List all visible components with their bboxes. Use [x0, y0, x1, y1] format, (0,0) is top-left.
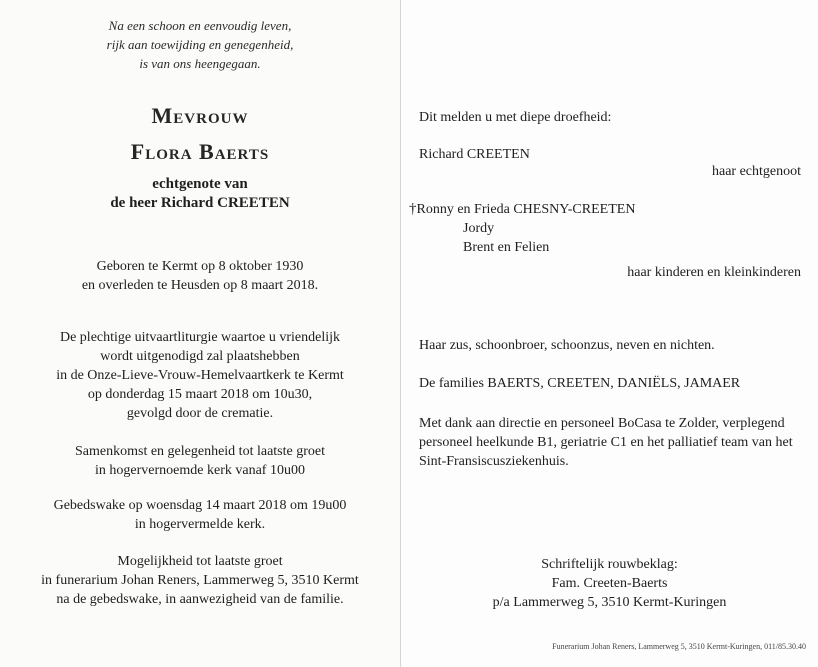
husband-role: haar echtgenoot — [711, 164, 801, 179]
condolence-line: Fam. Creeten-Baerts — [551, 576, 668, 591]
died-line: en overleden te Heusden op 8 maart 2018. — [81, 278, 319, 293]
funeral-home-footer: Funerarium Johan Reners, Lammerweg 5, 3510 Kermt-Kuringen, 011/85.30.40 — [552, 642, 806, 651]
spouse-info — [0, 175, 400, 213]
thanks-text — [419, 414, 793, 471]
spouse-line: echtgenote van — [152, 176, 248, 192]
gathering-line: in hogervernoemde kerk vanaf 10u00 — [95, 463, 305, 478]
poem-line: is van ons heengegaan. — [139, 56, 261, 71]
wake-line: in hogervermelde kerk. — [134, 517, 266, 532]
name-full: Flora Baerts — [130, 139, 270, 164]
name-title: Mevrouw — [151, 103, 249, 128]
life-dates — [0, 257, 400, 295]
condolence-address — [401, 555, 818, 612]
wake-details — [0, 496, 400, 534]
left-page — [0, 0, 400, 667]
funeral-line: in de Onze-Lieve-Vrouw-Hemelvaartkerk te Kermt — [56, 368, 344, 383]
deceased-name — [0, 98, 400, 170]
right-page — [401, 0, 818, 667]
born-line: Geboren te Kermt op 8 oktober 1930 — [96, 259, 304, 274]
grandchild-name: Brent en Felien — [463, 240, 550, 255]
wake-line: Gebedswake op woensdag 14 maart 2018 om 19u00 — [53, 498, 347, 513]
funeral-line: gevolgd door de crematie. — [126, 406, 274, 421]
children-names: Ronny en Frieda CHESNY-CREETEN — [416, 202, 636, 217]
intro-text: Dit melden u met diepe droefheid: — [419, 110, 612, 125]
families-text: De families BAERTS, CREETEN, DANIËLS, JAMAER — [419, 376, 741, 391]
poem-line: rijk aan toewijding en genegenheid, — [106, 37, 294, 52]
memorial-poem — [0, 16, 400, 73]
funeral-line: op donderdag 15 maart 2018 om 10u30, — [87, 387, 313, 402]
funeral-line: De plechtige uitvaartliturgie waartoe u vriendelijk — [59, 330, 341, 345]
funeral-line: wordt uitgenodigd zal plaatshebben — [100, 349, 300, 364]
thanks-line: Met dank aan directie en personeel BoCasa te Zolder, verplegend — [419, 416, 785, 431]
thanks-line: Sint-Fransiscusziekenhuis. — [419, 454, 569, 469]
grandchild-name: Jordy — [463, 221, 495, 236]
gathering-details — [0, 442, 400, 480]
funeral-details — [0, 328, 400, 423]
children-role: haar kinderen en kleinkinderen — [627, 265, 801, 280]
poem-line: Na een schoon en eenvoudig leven, — [108, 18, 292, 33]
husband-name: Richard CREETEN — [419, 147, 530, 162]
visitation-line: na de gebedswake, in aanwezigheid van de familie. — [56, 592, 344, 607]
condolence-line: Schriftelijk rouwbeklag: — [541, 557, 678, 572]
condolence-line: p/a Lammerweg 5, 3510 Kermt-Kuringen — [492, 595, 727, 610]
cross-icon: † — [409, 201, 417, 217]
visitation-line: Mogelijkheid tot laatste groet — [117, 554, 283, 569]
visitation-line: in funerarium Johan Reners, Lammerweg 5, 3510 Kermt — [41, 573, 359, 588]
thanks-line: personeel heelkunde B1, geriatrie C1 en het palliatief team van het — [419, 435, 793, 450]
visitation-details — [0, 552, 400, 609]
siblings-text: Haar zus, schoonbroer, schoonzus, neven en nichten. — [419, 338, 715, 353]
children-line — [409, 200, 635, 219]
spouse-line: de heer Richard CREETEN — [110, 195, 290, 211]
gathering-line: Samenkomst en gelegenheid tot laatste groet — [75, 444, 325, 459]
